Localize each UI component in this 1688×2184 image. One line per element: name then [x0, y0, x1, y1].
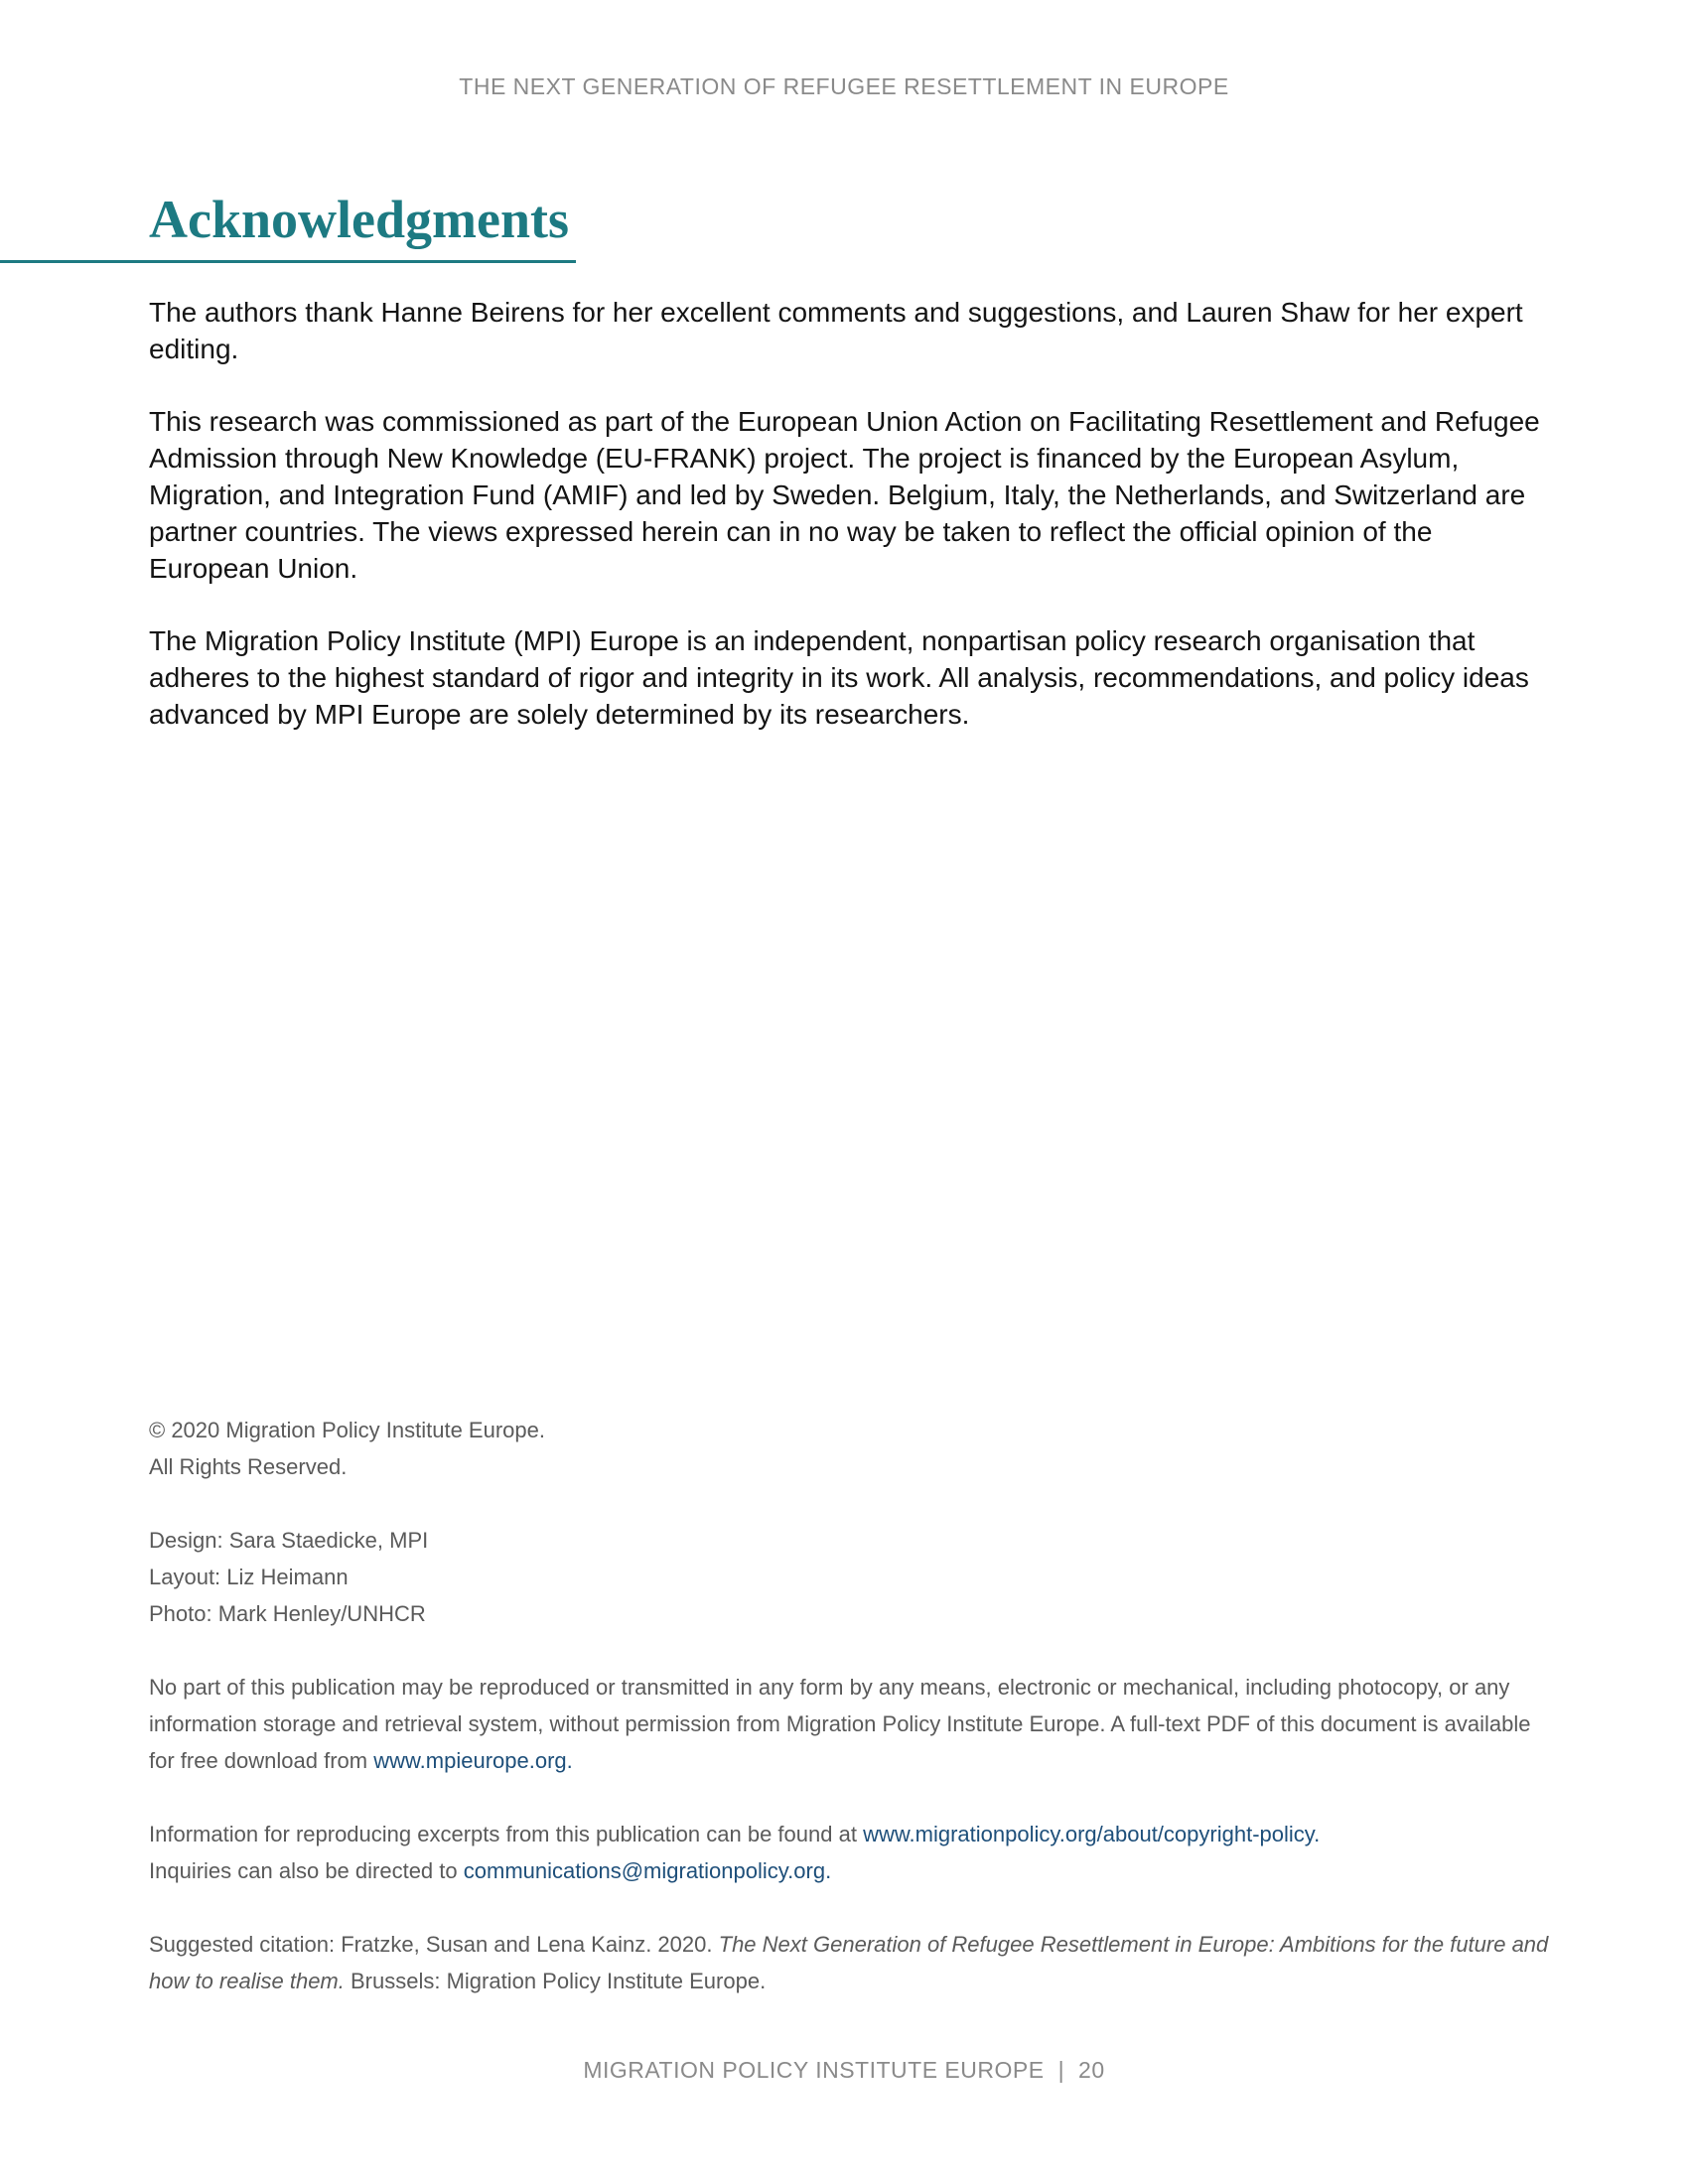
section-title: Acknowledgments: [149, 190, 570, 249]
credits-block: [149, 1522, 1559, 1632]
footer-publisher: MIGRATION POLICY INSTITUTE EUROPE: [583, 2057, 1045, 2083]
body-paragraph: The Migration Policy Institute (MPI) Europe is an independent, nonpartisan policy research organisation that adheres to the highest standard of rigor and integrity in its work. All analysis, recommendations, and policy ideas advanced by MPI Europe are solely determined by its researchers.: [149, 625, 1529, 730]
excerpts-text: Information for reproducing excerpts from this publication can be found at: [149, 1822, 857, 1846]
citation-suffix: Brussels: Migration Policy Institute Europe.: [351, 1969, 767, 1993]
suggested-citation: [149, 1926, 1559, 1999]
body-paragraph: The authors thank Hanne Beirens for her excellent comments and suggestions, and Lauren Shaw for her expert editing.: [149, 297, 1523, 364]
colophon: [149, 1412, 1559, 2036]
page-number: 20: [1078, 2057, 1105, 2083]
footer-separator: |: [1057, 2057, 1065, 2083]
permission-text: No part of this publication may be reproduced or transmitted in any form by any means, electronic or mechanical, including photocopy, or any information storage and retrieval system, without permission from Migration Policy Institute Europe. A full-text PDF of this document is available for free download from: [149, 1675, 1531, 1773]
permission-notice: No part of this publication may be reproduced or transmitted in any form by any means, electronic or mechanical, including photocopy, or any information storage and retrieval system, without permission from Migration Policy Institute Europe. A full-text PDF of this document is available for free download from www.mpieurope.org.: [149, 1675, 1531, 1773]
body-paragraph: This research was commissioned as part of the European Union Action on Facilitating Resettlement and Refugee Admission through New Knowledge (EU-FRANK) project. The project is financed by the European Asylum, Migration, and Integration Fund (AMIF) and led by Sweden. Belgium, Italy, the Netherlands, and Switzerland are partner countries. The views expressed herein can in no way be taken to reflect the official opinion of the European Union.: [149, 406, 1540, 584]
design-credit: Design: Sara Staedicke, MPI: [149, 1528, 429, 1553]
citation-title: The Next Generation of Refugee Resettlement in Europe: Ambitions for the future and how to realise them.: [149, 1932, 1549, 1993]
copyright-policy-link[interactable]: www.migrationpolicy.org/about/copyright-policy: [863, 1822, 1315, 1846]
rights-line: All Rights Reserved.: [149, 1454, 348, 1479]
photo-credit: Photo: Mark Henley/UNHCR: [149, 1601, 426, 1626]
copyright-block: [149, 1412, 1559, 1485]
communications-email-link[interactable]: communications@migrationpolicy.org: [463, 1858, 826, 1883]
page-footer: [0, 2057, 1688, 2084]
acknowledgments-body: [149, 294, 1559, 768]
running-header: THE NEXT GENERATION OF REFUGEE RESETTLEMENT IN EUROPE: [459, 73, 1229, 99]
citation-prefix: Suggested citation: Fratzke, Susan and Lena Kainz. 2020.: [149, 1932, 713, 1957]
inquiries-text: Inquiries can also be directed to: [149, 1858, 458, 1883]
excerpts-notice: Information for reproducing excerpts from this publication can be found at www.migrationpolicy.org/about/copyright-policy. Inquiries can also be directed to communications@migrationpolicy.org.: [149, 1822, 1321, 1883]
layout-credit: Layout: Liz Heimann: [149, 1565, 349, 1589]
copyright-line: © 2020 Migration Policy Institute Europe.: [149, 1418, 545, 1442]
mpieurope-link[interactable]: www.mpieurope.org: [373, 1748, 567, 1773]
title-underline: [0, 260, 576, 263]
